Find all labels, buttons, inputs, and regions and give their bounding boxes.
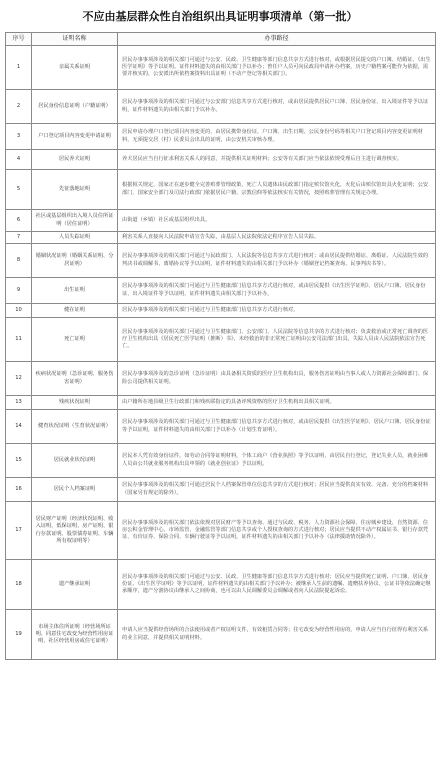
- header-certificate-name: 证明名称: [32, 33, 118, 46]
- row-procedure-text: 居民办事事项涉及的相关部门可通过与公安、民政、卫生健康等部门信息共享方式进行核对；居民应当提供死亡证明、户口簿、居民身份证、《出生医学证明》等予以证明，证件材料遗失的由相关部门予以补办；被继承人生前的遗嘱、遗赠扶养协议、公证书等依法确定继承顺序，遗产分割协议由继承人之间协商，也可以由人民调解委员会调解或者向人民法院提起诉讼。: [118, 560, 436, 610]
- table-row: [6, 560, 436, 610]
- table-row: [6, 210, 436, 232]
- header-procedure: 办事路径: [118, 33, 436, 46]
- row-serial-number: 15: [6, 444, 32, 478]
- row-procedure-text: 居民办事事项涉及的相关部门可通过与卫生健康部门、公安部门、人民法院等信息共享的方式进行核对；负责救治或正常死亡调查的医疗卫生机构出具《居民死亡医学证明（推断）书》，未经救治的非正常死亡证明由公安司法部门出具，失踪人员由人民法院依法宣告死亡。: [118, 318, 436, 362]
- row-certificate-name: 居民就业状况证明: [32, 444, 118, 478]
- table-row: [6, 362, 436, 396]
- row-procedure-text: 居民办事事项涉及的相关部门可通过与卫生健康部门信息共享方式进行核对，或由居民提供《出生医学证明》、居民户口簿、居民身份证、出入境证件等予以证明，证件材料遗失由相关部门予以补办。: [118, 278, 436, 304]
- table-row: [6, 444, 436, 478]
- row-procedure-text: 申请人应当提供经营场所的合法使用或者产权证明文件，有效租赁合同等；住宅改变为经营性用房的，申请人应当自行征得有利害关系的业主同意，并提供相关证明材料。: [118, 610, 436, 660]
- certificate-list-table: [5, 32, 436, 660]
- row-certificate-name: 居民财产证明（经济状况证明、收入证明、低保证明、房产证明、银行存款证明、股票债券证明、车辆所有权证明等）: [32, 502, 118, 560]
- table-row: [6, 318, 436, 362]
- table-row: [6, 304, 436, 318]
- row-certificate-name: 居民养犬证明: [32, 150, 118, 170]
- table-row: [6, 232, 436, 244]
- table-header-row: [6, 33, 436, 46]
- row-serial-number: 5: [6, 170, 32, 210]
- row-certificate-name: 婚姻状况证明（婚姻关系证明、分居证明）: [32, 244, 118, 278]
- row-serial-number: 7: [6, 232, 32, 244]
- table-row: [6, 610, 436, 660]
- row-certificate-name: 人员失踪证明: [32, 232, 118, 244]
- row-serial-number: 4: [6, 150, 32, 170]
- table-row: [6, 90, 436, 124]
- table-row: [6, 278, 436, 304]
- row-certificate-name: 市场主体住所证明（经营场所证明、同意住宅改变为经营性用房证明、社区经营用房或住宅证明）: [32, 610, 118, 660]
- row-serial-number: 18: [6, 560, 32, 610]
- row-certificate-name: 出生证明: [32, 278, 118, 304]
- row-serial-number: 3: [6, 124, 32, 150]
- row-procedure-text: 居民办事事项涉及的相关部门可通过与公安、民政、卫生健康等部门信息共享方式进行核对，或根据居民提交的户口簿、结婚证、《出生医学证明》等予以证明。证件材料遗失的由相关部门予以补办；曾任户人员可向民政局申请补办档案，历史户籍档案可能作为依据，需要并核实的，公安派出所依档案资料出具证明（不动产登记等相关部门）。: [118, 46, 436, 90]
- row-serial-number: 6: [6, 210, 32, 232]
- row-procedure-text: 养犬居民应当自行征求利害关系人的同意，并提供相关证明材料；公安等有关部门应当依法依规受理后自主进行调查核实。: [118, 150, 436, 170]
- row-serial-number: 13: [6, 396, 32, 410]
- document-title: 不应由基层群众性自治组织出具证明事项清单（第一批）: [82, 10, 358, 23]
- row-serial-number: 14: [6, 410, 32, 444]
- table-row: [6, 396, 436, 410]
- row-certificate-name: 健育状况证明（生育状况证明）: [32, 410, 118, 444]
- row-procedure-text: 根据相关规定，国家正在逐步健全完善殡葬管理政策，死亡人员遗体由民政部门指定殡仪馆火化，火化后由殡仪馆出具火化证明；公安部门、国家安全部门及司法行政部门依据居民户籍、宗教信仰等依法核实有关情况，按照殡葬管理有关规定办理。: [118, 170, 436, 210]
- row-certificate-name: 疾病状况证明（急诊证明、服务伤害证明）: [32, 362, 118, 396]
- row-serial-number: 11: [6, 318, 32, 362]
- row-certificate-name: 亲属关系证明: [32, 46, 118, 90]
- row-serial-number: 2: [6, 90, 32, 124]
- row-serial-number: 19: [6, 610, 32, 660]
- row-procedure-text: 居民办事事项涉及的相关部门可通过与公安部门信息共享方式进行核对，或由居民提供居民户口簿、居民身份证、出入境证件等予以证明，证件材料遗失的由相关部门予以补办。: [118, 90, 436, 124]
- table-row: [6, 410, 436, 444]
- row-procedure-text: 居民办事事项涉及的相关部门可通过与卫生健康部门信息共享方式进行核对。: [118, 304, 436, 318]
- row-certificate-name: 居民个人档案证明: [32, 478, 118, 502]
- table-row: [6, 478, 436, 502]
- table-row: [6, 244, 436, 278]
- row-serial-number: 8: [6, 244, 32, 278]
- row-certificate-name: 死亡证明: [32, 318, 118, 362]
- row-procedure-text: 由街道（乡镇）社区或基层组织出具。: [118, 210, 436, 232]
- row-serial-number: 10: [6, 304, 32, 318]
- row-certificate-name: 居民身份信息证明（户籍证明）: [32, 90, 118, 124]
- row-serial-number: 16: [6, 478, 32, 502]
- row-procedure-text: 居民办事事项涉及的急诊证明（急诊证明）由具备相关资质的医疗卫生机构出具，服务伤害证明由当事人或人力资源社会保障部门、保险公司提供相关证明。: [118, 362, 436, 396]
- row-certificate-name: 先征落地证明: [32, 170, 118, 210]
- row-certificate-name: 遗产继承证明: [32, 560, 118, 610]
- row-procedure-text: 居民申请办理户口登记项目内容变更的，由居民携带身份证、户口簿、出生日期、公民身份号码等相关户口登记项目内容变更证明材料，无须提交居（村）民委员会出具的证明，由公安机关审核办理。: [118, 124, 436, 150]
- row-serial-number: 12: [6, 362, 32, 396]
- row-procedure-text: 居民办事事项涉及的相关部门可通过与民政部门、人民法院等信息共享方式进行核对；或由居民提供结婚证、离婚证、人民法院生效的判决书或调解书、离婚协议等予以证明，证件材料遗失的由相关部门予以补办（婚姻登记档案查询、民事判决书等）。: [118, 244, 436, 278]
- row-procedure-text: 居民本人凭有效身份证件，如劳动合同等证明材料，个体工商户《营业执照》等予以证明，由居民自行登记，登记失业人员，就业困难人员由公共就业服务机构出具申领的《就业创业证》予以证明。: [118, 444, 436, 478]
- row-serial-number: 9: [6, 278, 32, 304]
- row-certificate-name: 社区或基层组织出入境人员住所证明（居住证明）: [32, 210, 118, 232]
- row-certificate-name: 户口登记项目内容变更申请证明: [32, 124, 118, 150]
- table-body: [6, 46, 436, 660]
- row-procedure-text: 利害关系人直接向人民法院申请宣告失踪，由基层人民法院依法定程序宣告人员失踪。: [118, 232, 436, 244]
- row-certificate-name: 残疾状况证明: [32, 396, 118, 410]
- row-serial-number: 17: [6, 502, 32, 560]
- table-row: [6, 150, 436, 170]
- row-procedure-text: 居民办事事项涉及的相关部门可通过居民个人档案保管单位信息共享的方式进行核对；居民应当提供真实有效、完备、充分的档案材料（国家另有规定的除外）。: [118, 478, 436, 502]
- row-serial-number: 1: [6, 46, 32, 90]
- row-procedure-text: 居民办事事项涉及的相关部门可通过与卫生健康部门信息共享方式进行核对，或由居民提供《出生医学证明》、居民户口簿、居民身份证等予以证明，证件材料遗失的由相关部门予以补办（计划生育证明）。: [118, 410, 436, 444]
- table-row: [6, 124, 436, 150]
- table-row: [6, 46, 436, 90]
- table-row: [6, 502, 436, 560]
- row-certificate-name: 健在证明: [32, 304, 118, 318]
- row-procedure-text: 由户籍所在地县级卫生行政部门和残疾联指定的具备评残资格的医疗卫生机构出具相关证明。: [118, 396, 436, 410]
- row-procedure-text: 居民办事事项涉及的相关部门依法依规对居民财产等予以查询、通过与民政、税务、人力资源社会保障、住房城乡建设、自然资源、住房公积金管理中心、市场监管、金融监管等部门信息共享或个人授权查询的方式进行核对；居民应当提供不动产权属证书、银行存款凭证、有价证券、保险合同、车辆行驶证等予以证明，证件材料遗失的由相关部门予以补办（法律援助情况除外）。: [118, 502, 436, 560]
- header-serial-number: 序号: [6, 33, 32, 46]
- table-row: [6, 170, 436, 210]
